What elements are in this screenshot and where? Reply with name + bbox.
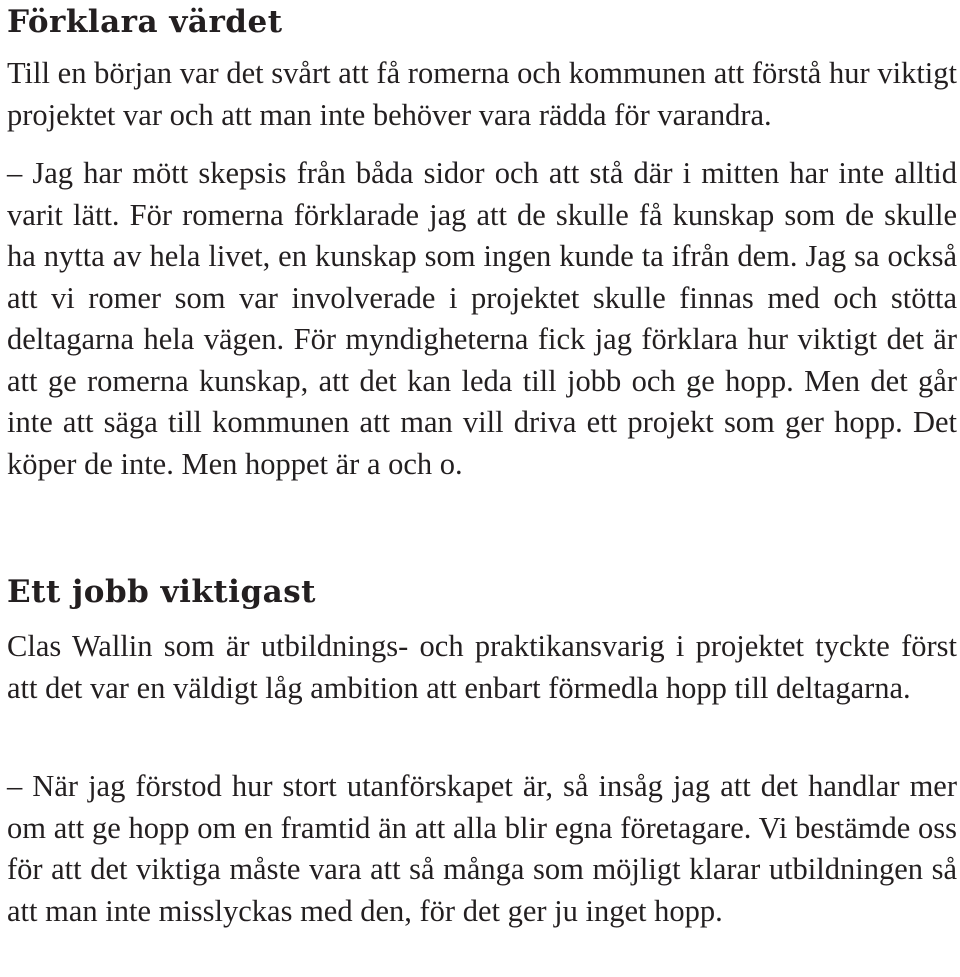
body-paragraph-quote: – Jag har mött skepsis från båda sidor och att stå där i mitten har inte alltid varit lätt. För romerna förklarade jag att de skulle få kunskap som de skulle ha nytta av hela livet, en kunskap som ingen kunde ta ifrån dem. Jag sa också att vi romer som var involverade i projektet skulle finnas med och stötta deltagarna hela vägen. För myndigheterna fick jag förklara hur viktigt det är att ge romerna kunskap, att det kan leda till jobb och ge hopp. Men det går inte att säga till kommunen att man vill driva ett projekt som ger hopp. Det köper de inte. Men hoppet är a och o.	[7, 156, 957, 481]
section-heading-forklara-vardet: Förklara värdet	[7, 4, 283, 40]
body-paragraph: Till en början var det svårt att få romerna och kommunen att förstå hur viktigt projektet var och att man inte behöver vara rädda för varandra.	[7, 56, 957, 132]
body-paragraph-quote: – När jag förstod hur stort utanförskapet är, så insåg jag att det handlar mer om att ge hopp om en framtid än att alla blir egna företagare. Vi bestämde oss för att det viktiga måste vara att så många som möjligt klarar utbildningen så att man inte misslyckas med den, för det ger ju inget hopp.	[7, 769, 957, 928]
body-paragraph: Clas Wallin som är utbildnings- och praktikansvarig i projektet tyckte först att det var en väldigt låg ambition att enbart förmedla hopp till deltagarna.	[7, 629, 957, 705]
section-heading-ett-jobb-viktigast: Ett jobb viktigast	[7, 574, 316, 610]
